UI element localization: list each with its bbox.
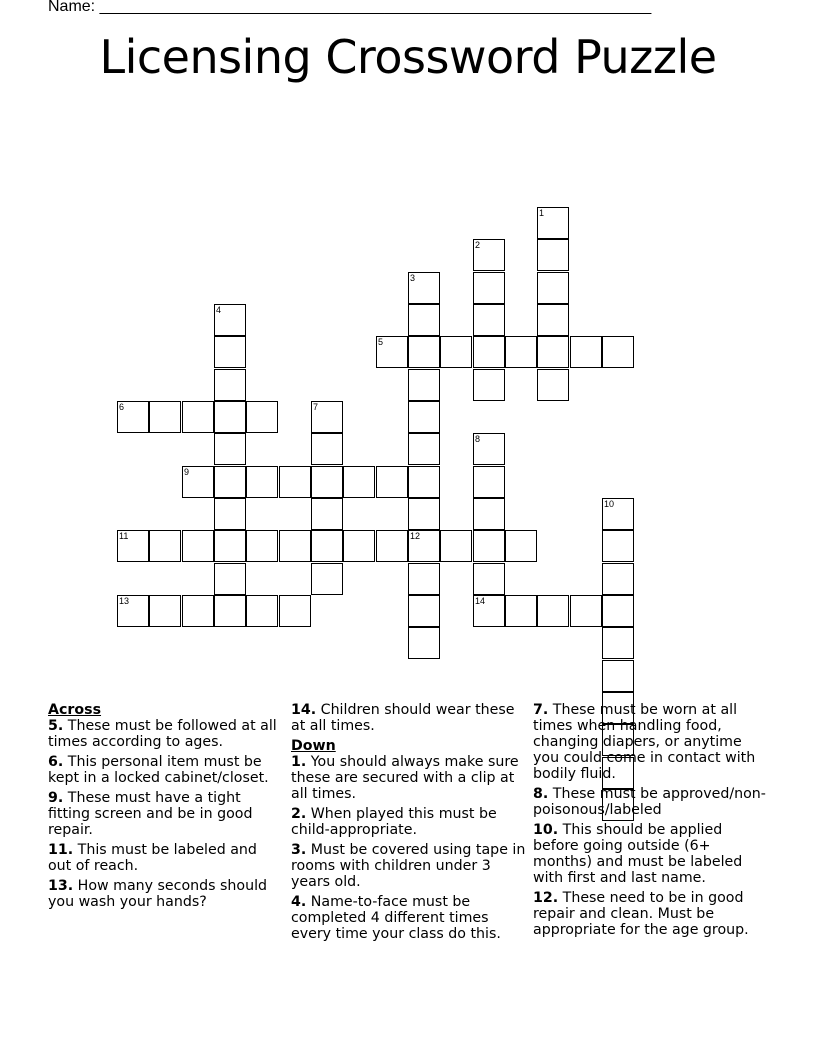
crossword-cell[interactable]	[408, 563, 440, 595]
crossword-cell[interactable]	[473, 563, 505, 595]
crossword-cell[interactable]	[246, 466, 278, 498]
crossword-cell[interactable]	[214, 369, 246, 401]
crossword-cell[interactable]	[408, 433, 440, 465]
crossword-cell[interactable]	[473, 272, 505, 304]
crossword-cell[interactable]	[182, 595, 214, 627]
clue-text: These must have a tight fitting screen and be in good repair.	[48, 790, 253, 838]
crossword-cell[interactable]	[311, 466, 343, 498]
crossword-cell[interactable]	[505, 530, 537, 562]
crossword-cell[interactable]	[214, 304, 246, 336]
clue-text: This personal item must be kept in a locked cabinet/closet.	[48, 754, 269, 786]
crossword-cell[interactable]	[473, 530, 505, 562]
crossword-cell[interactable]	[343, 530, 375, 562]
crossword-cell[interactable]	[182, 530, 214, 562]
clue-number: 7.	[533, 702, 549, 718]
clue-number: 10.	[533, 822, 559, 838]
clue-text: Name-to-face must be completed 4 different times every time your class do this.	[291, 894, 501, 942]
cell-number: 4	[216, 305, 222, 315]
crossword-cell[interactable]	[602, 530, 634, 562]
page-title: Licensing Crossword Puzzle	[99, 30, 717, 84]
crossword-cell[interactable]	[473, 369, 505, 401]
crossword-cell[interactable]	[376, 530, 408, 562]
crossword-cell[interactable]	[537, 336, 569, 368]
clue-text: These must be approved/non-poisonous/labeled	[533, 786, 766, 818]
crossword-cell[interactable]	[440, 530, 472, 562]
crossword-cell[interactable]	[246, 530, 278, 562]
crossword-cell[interactable]	[408, 627, 440, 659]
clue-across-5	[48, 718, 284, 750]
crossword-cell[interactable]	[602, 660, 634, 692]
clue-number: 8.	[533, 786, 549, 802]
clues-column-2	[291, 702, 527, 946]
cell-number: 1	[539, 208, 545, 218]
crossword-cell[interactable]	[473, 498, 505, 530]
crossword-cell[interactable]	[505, 595, 537, 627]
crossword-cell[interactable]	[570, 336, 602, 368]
crossword-cell[interactable]	[570, 595, 602, 627]
crossword-cell[interactable]	[279, 530, 311, 562]
clue-text: Children should wear these at all times.	[291, 702, 515, 734]
crossword-cell[interactable]	[537, 595, 569, 627]
crossword-cell[interactable]	[149, 401, 181, 433]
crossword-cell[interactable]	[214, 433, 246, 465]
clue-across-13	[48, 878, 284, 910]
crossword-cell[interactable]	[117, 401, 149, 433]
crossword-cell[interactable]	[473, 239, 505, 271]
crossword-cell[interactable]	[182, 401, 214, 433]
cell-number: 8	[475, 434, 481, 444]
clue-down-8	[533, 786, 769, 818]
crossword-cell[interactable]	[311, 563, 343, 595]
crossword-cell[interactable]	[311, 498, 343, 530]
clue-number: 3.	[291, 842, 307, 858]
clue-text: This must be labeled and out of reach.	[48, 842, 257, 874]
clue-down-12	[533, 890, 769, 938]
crossword-cell[interactable]	[408, 304, 440, 336]
clue-down-4	[291, 894, 527, 942]
clue-number: 5.	[48, 718, 64, 734]
crossword-cell[interactable]	[311, 530, 343, 562]
crossword-cell[interactable]	[602, 563, 634, 595]
crossword-cell[interactable]	[537, 207, 569, 239]
crossword-cell[interactable]	[602, 627, 634, 659]
clues-column-1	[48, 702, 284, 914]
clue-number: 2.	[291, 806, 307, 822]
crossword-cell[interactable]	[440, 336, 472, 368]
cell-number: 11	[119, 531, 129, 541]
clue-number: 9.	[48, 790, 64, 806]
clue-text: These need to be in good repair and clean. Must be appropriate for the age group.	[533, 890, 749, 938]
crossword-cell[interactable]	[311, 433, 343, 465]
crossword-cell[interactable]	[537, 239, 569, 271]
crossword-cell[interactable]	[473, 433, 505, 465]
clue-down-3	[291, 842, 527, 890]
clue-down-7	[533, 702, 769, 782]
cell-number: 9	[184, 467, 190, 477]
clue-text: How many seconds should you wash your hands?	[48, 878, 268, 910]
crossword-cell[interactable]	[279, 466, 311, 498]
clue-text: These must be worn at all times when handling food, changing diapers, or anytime you could come in contact with bodily fluid.	[533, 702, 756, 782]
crossword-cell[interactable]	[408, 336, 440, 368]
crossword-cell[interactable]	[343, 466, 375, 498]
cell-number: 12	[410, 531, 421, 541]
crossword-cell[interactable]	[214, 336, 246, 368]
clues-column-3	[533, 702, 769, 942]
clue-text: These must be followed at all times according to ages.	[48, 718, 277, 750]
crossword-cell[interactable]	[537, 304, 569, 336]
crossword-cell[interactable]	[376, 336, 408, 368]
crossword-cell[interactable]	[408, 272, 440, 304]
crossword-cell[interactable]	[473, 304, 505, 336]
clue-text: This should be applied before going outside (6+ months) and must be labeled with first and last name.	[533, 822, 743, 886]
clue-across-9	[48, 790, 284, 838]
crossword-cell[interactable]	[473, 466, 505, 498]
crossword-cell[interactable]	[279, 595, 311, 627]
clue-across-11	[48, 842, 284, 874]
clue-down-1	[291, 754, 527, 802]
crossword-cell[interactable]	[149, 595, 181, 627]
crossword-cell[interactable]	[214, 401, 246, 433]
clue-text: You should always make sure these are secured with a clip at all times.	[291, 754, 519, 802]
across-heading: Across	[48, 702, 102, 718]
cell-number: 10	[604, 499, 615, 509]
clue-number: 14.	[291, 702, 317, 718]
crossword-cell[interactable]	[214, 498, 246, 530]
crossword-cell[interactable]	[149, 530, 181, 562]
crossword-cell[interactable]	[246, 595, 278, 627]
cell-number: 5	[378, 337, 384, 347]
crossword-cell[interactable]	[408, 595, 440, 627]
crossword-cell[interactable]	[473, 595, 505, 627]
crossword-cell[interactable]	[117, 595, 149, 627]
clue-down-2	[291, 806, 527, 838]
clue-number: 6.	[48, 754, 64, 770]
clue-text: When played this must be child-appropriate.	[291, 806, 497, 838]
crossword-cell[interactable]	[246, 401, 278, 433]
clue-text: Must be covered using tape in rooms with children under 3 years old.	[291, 842, 526, 890]
crossword-cell[interactable]	[602, 498, 634, 530]
crossword-cell[interactable]	[602, 595, 634, 627]
crossword-cell[interactable]	[408, 369, 440, 401]
clue-across-14	[291, 702, 527, 734]
crossword-cell[interactable]	[311, 401, 343, 433]
clue-number: 1.	[291, 754, 307, 770]
down-heading: Down	[291, 738, 336, 754]
crossword-cell[interactable]	[376, 466, 408, 498]
clue-number: 11.	[48, 842, 74, 858]
clue-number: 4.	[291, 894, 307, 910]
cell-number: 2	[475, 240, 481, 250]
name-field-label: Name: ______________________________________________________________	[48, 0, 652, 15]
crossword-cell[interactable]	[408, 498, 440, 530]
crossword-cell[interactable]	[537, 272, 569, 304]
crossword-cell[interactable]	[182, 466, 214, 498]
crossword-cell[interactable]	[214, 563, 246, 595]
crossword-cell[interactable]	[537, 369, 569, 401]
crossword-cell[interactable]	[408, 530, 440, 562]
cell-number: 3	[410, 273, 416, 283]
cell-number: 14	[475, 596, 486, 606]
clue-down-10	[533, 822, 769, 886]
crossword-cell[interactable]	[214, 530, 246, 562]
crossword-cell[interactable]	[473, 336, 505, 368]
cell-number: 6	[119, 402, 125, 412]
crossword-cell[interactable]	[214, 595, 246, 627]
crossword-cell[interactable]	[214, 466, 246, 498]
cell-number: 7	[313, 402, 319, 412]
crossword-cell[interactable]	[602, 336, 634, 368]
clue-across-6	[48, 754, 284, 786]
crossword-cell[interactable]	[408, 401, 440, 433]
crossword-cell[interactable]	[505, 336, 537, 368]
cell-number: 13	[119, 596, 130, 606]
crossword-cell[interactable]	[408, 466, 440, 498]
clue-number: 12.	[533, 890, 559, 906]
crossword-cell[interactable]	[117, 530, 149, 562]
clue-number: 13.	[48, 878, 74, 894]
